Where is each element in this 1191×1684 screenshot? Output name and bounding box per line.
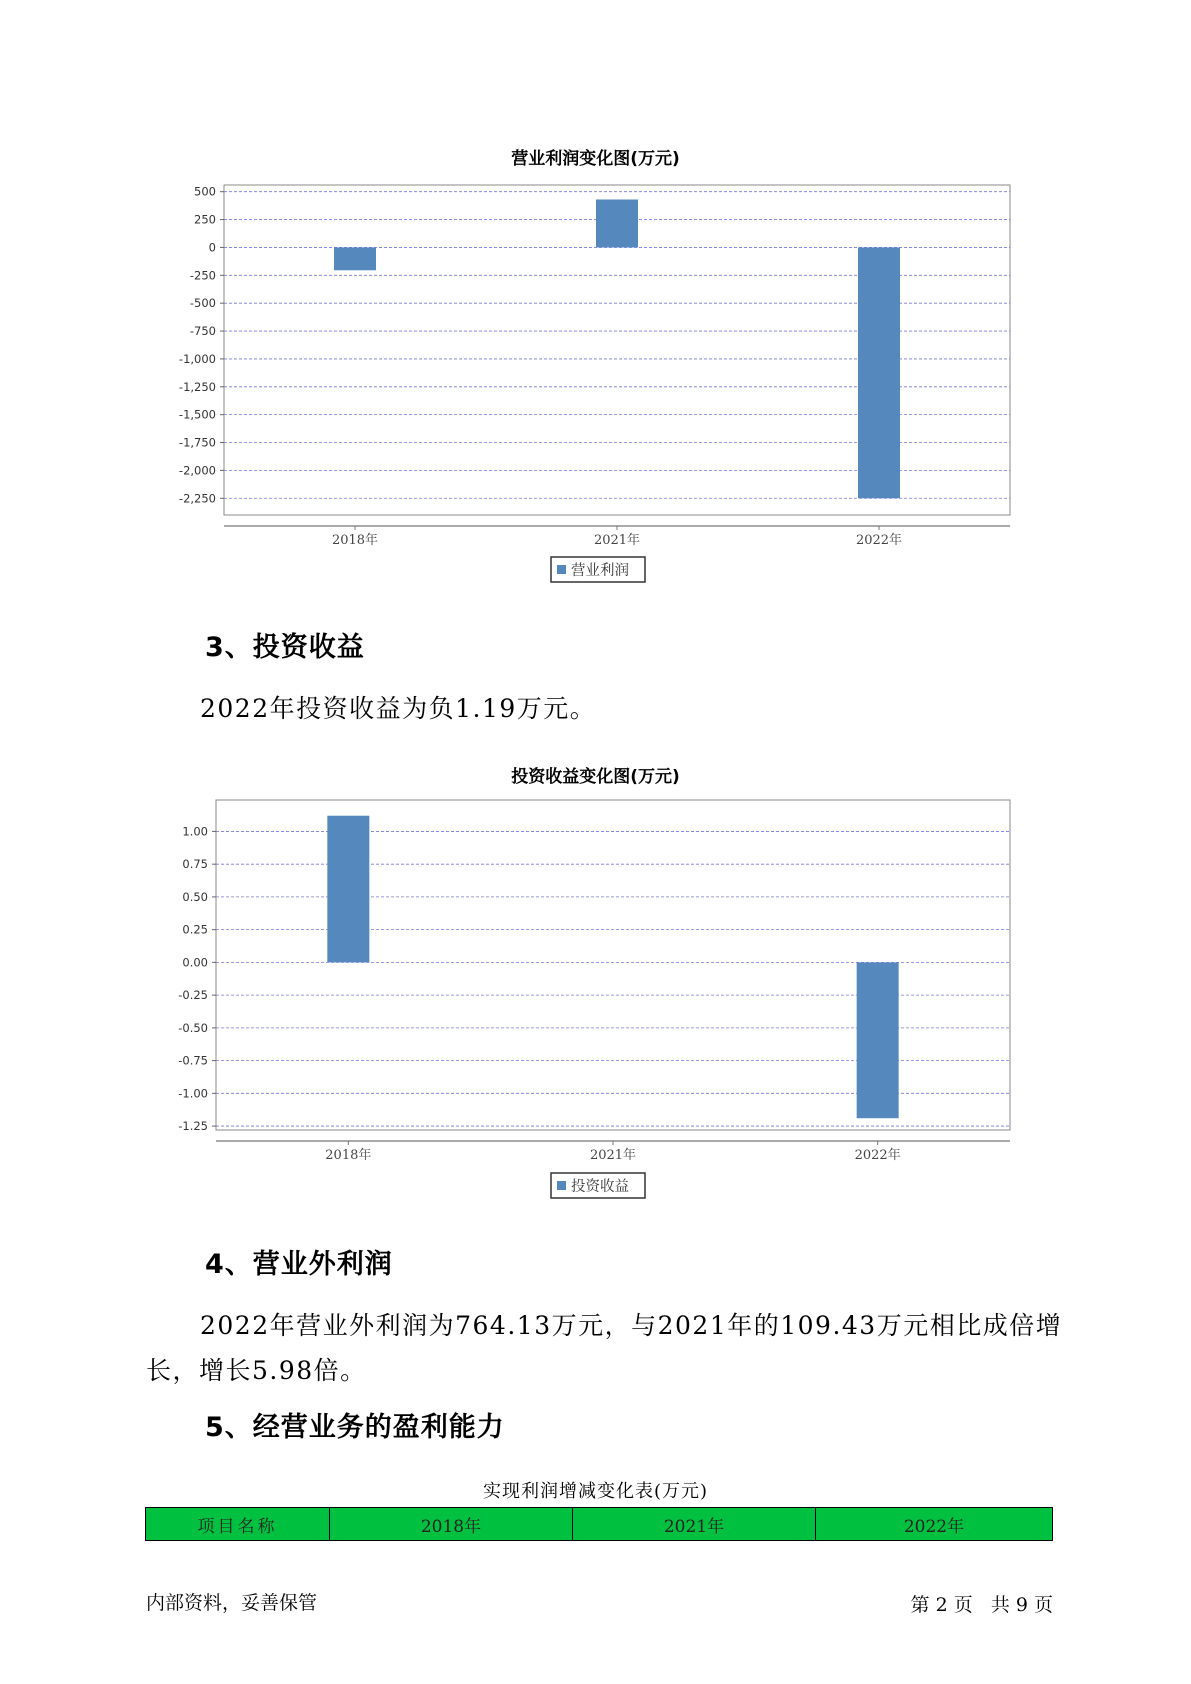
bar: [327, 816, 369, 963]
y-tick-label: -1,500: [178, 407, 216, 422]
legend-label: 投资收益: [571, 1179, 629, 1195]
x-tick-label: 2021年: [589, 1148, 637, 1163]
y-tick-label: -1.00: [178, 1086, 208, 1101]
y-tick-label: -250: [189, 268, 216, 283]
y-tick-label: -0.50: [178, 1020, 208, 1035]
table-header-2022: 2022年: [816, 1508, 1053, 1541]
y-tick-label: 0.00: [182, 955, 208, 970]
x-tick-label: 2018年: [331, 533, 379, 548]
table-header-2018: 2018年: [330, 1508, 573, 1541]
footer-confidential: 内部资料，妥善保管: [146, 1592, 318, 1614]
y-tick-label: 0.50: [182, 889, 208, 904]
y-tick-label: 0.75: [182, 857, 208, 872]
legend-swatch: [557, 1181, 566, 1190]
table-header-item: 项目名称: [146, 1508, 330, 1541]
table-header-row: [146, 1508, 1053, 1541]
y-tick-label: -0.75: [178, 1053, 208, 1068]
y-tick-label: -750: [189, 324, 216, 339]
y-tick-label: -2,250: [178, 491, 216, 506]
section-3-text: 2022年投资收益为负1.19万元。: [200, 694, 597, 723]
y-tick-label: -0.25: [178, 988, 208, 1003]
profit-change-table: [145, 1507, 1053, 1541]
bar: [857, 962, 899, 1118]
x-tick-label: 2021年: [593, 533, 641, 548]
table-header-2021: 2021年: [573, 1508, 816, 1541]
y-tick-label: 250: [194, 212, 216, 227]
y-tick-label: -1,000: [178, 351, 216, 366]
y-tick-label: 1.00: [182, 824, 208, 839]
y-tick-label: 0: [208, 240, 216, 255]
table-caption: 实现利润增减变化表(万元): [482, 1481, 709, 1502]
y-tick-label: -1.25: [178, 1119, 208, 1134]
chart2-title: 投资收益变化图(万元): [511, 767, 680, 787]
y-tick-label: -500: [189, 296, 216, 311]
y-tick-label: 0.25: [182, 922, 208, 937]
x-tick-label: 2022年: [854, 1148, 901, 1163]
x-tick-label: 2022年: [855, 533, 903, 548]
y-tick-label: -1,750: [178, 435, 216, 450]
section-4-line2: 长，增长5.98倍。: [146, 1356, 367, 1385]
y-tick-label: -1,250: [178, 379, 216, 394]
y-tick-label: -2,000: [178, 463, 216, 478]
chart1-title: 营业利润变化图(万元): [511, 149, 680, 169]
legend-label: 营业利润: [571, 563, 629, 579]
y-tick-label: 500: [194, 184, 216, 199]
section-3-heading: 3、投资收益: [205, 632, 365, 663]
section-5-heading: 5、经营业务的盈利能力: [205, 1412, 505, 1443]
section-4-heading: 4、营业外利润: [205, 1249, 393, 1280]
legend: [551, 1173, 645, 1198]
x-tick-label: 2018年: [325, 1148, 372, 1163]
section-4-line1: 2022年营业外利润为764.13万元，与2021年的109.43万元相比成倍增: [200, 1311, 1063, 1340]
footer-page-number: 第 2 页 共 9 页: [910, 1594, 1053, 1616]
